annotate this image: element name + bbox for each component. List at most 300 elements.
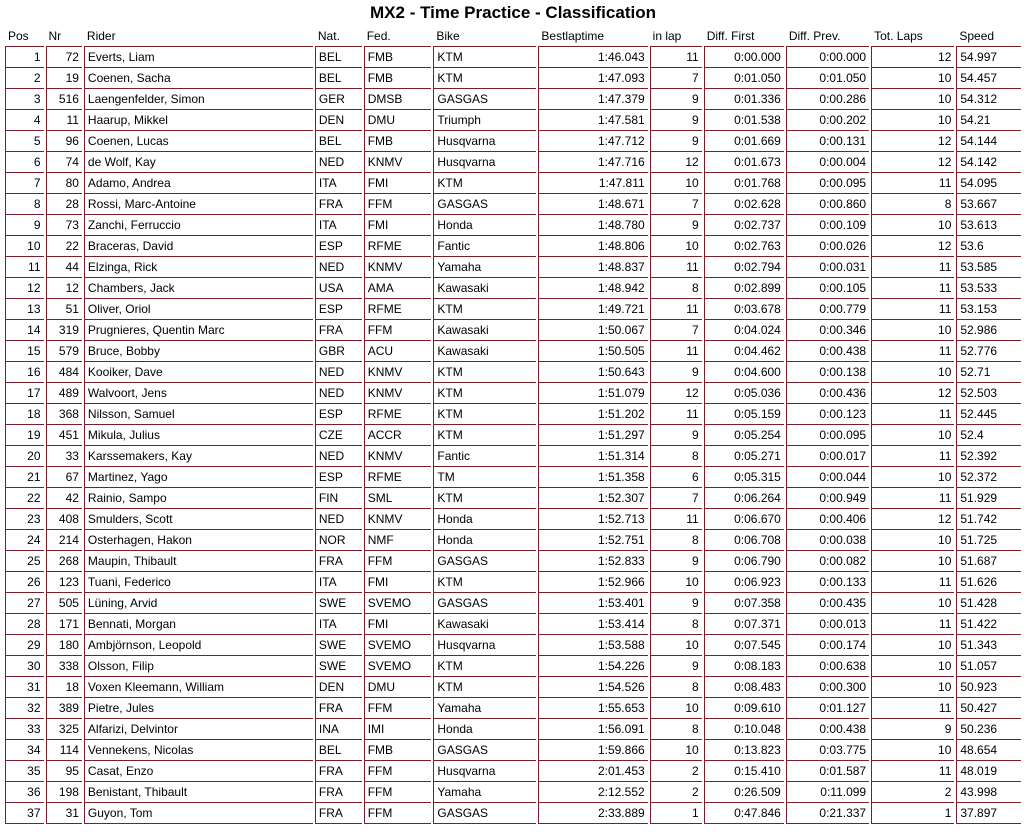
- cell-bike: Kawasaki: [433, 320, 536, 341]
- cell-bike: KTM: [433, 572, 536, 593]
- cell-fed: FMI: [364, 215, 432, 236]
- cell-tot-laps: 10: [871, 215, 954, 236]
- cell-in-lap: 10: [650, 236, 702, 257]
- cell-fed: SML: [364, 488, 432, 509]
- cell-pos: 3: [5, 89, 44, 110]
- cell-in-lap: 9: [650, 551, 702, 572]
- cell-nr: 338: [46, 656, 82, 677]
- cell-speed: 52.503: [956, 383, 1021, 404]
- cell-speed: 53.585: [956, 257, 1021, 278]
- cell-diff-first: 0:08.483: [704, 677, 784, 698]
- cell-nat: FRA: [315, 761, 362, 782]
- cell-diff-first: 0:04.024: [704, 320, 784, 341]
- cell-nat: SWE: [315, 656, 362, 677]
- cell-rider: Vennekens, Nicolas: [84, 740, 313, 761]
- table-row: [5, 446, 1021, 467]
- cell-pos: 10: [5, 236, 44, 257]
- cell-fed: KNMV: [364, 152, 432, 173]
- cell-tot-laps: 11: [871, 404, 954, 425]
- col-header-nat: Nat.: [315, 26, 362, 47]
- cell-diff-prev: 0:00.174: [786, 635, 869, 656]
- cell-bestlaptime: 1:50.643: [538, 362, 647, 383]
- cell-diff-first: 0:09.610: [704, 698, 784, 719]
- cell-bestlaptime: 1:56.091: [538, 719, 647, 740]
- cell-nat: INA: [315, 719, 362, 740]
- cell-in-lap: 7: [650, 488, 702, 509]
- cell-nat: ESP: [315, 404, 362, 425]
- cell-rider: Coenen, Sacha: [84, 68, 313, 89]
- cell-nr: 42: [46, 488, 82, 509]
- cell-rider: Walvoort, Jens: [84, 383, 313, 404]
- cell-pos: 15: [5, 341, 44, 362]
- cell-speed: 54.144: [956, 131, 1021, 152]
- cell-in-lap: 12: [650, 152, 702, 173]
- table-row: [5, 383, 1021, 404]
- cell-bike: KTM: [433, 68, 536, 89]
- cell-diff-first: 0:03.678: [704, 299, 784, 320]
- table-row: [5, 173, 1021, 194]
- col-header-diff-prev: Diff. Prev.: [786, 26, 869, 47]
- cell-bestlaptime: 1:47.379: [538, 89, 647, 110]
- cell-speed: 51.742: [956, 509, 1021, 530]
- cell-nat: NED: [315, 509, 362, 530]
- table-row: [5, 404, 1021, 425]
- cell-tot-laps: 11: [871, 299, 954, 320]
- cell-tot-laps: 10: [871, 425, 954, 446]
- cell-tot-laps: 11: [871, 173, 954, 194]
- cell-diff-prev: 0:21.337: [786, 803, 869, 824]
- cell-nr: 171: [46, 614, 82, 635]
- cell-bike: KTM: [433, 425, 536, 446]
- table-row: [5, 572, 1021, 593]
- cell-diff-first: 0:01.669: [704, 131, 784, 152]
- cell-nr: 325: [46, 719, 82, 740]
- col-header-tot-laps: Tot. Laps: [871, 26, 954, 47]
- cell-nat: BEL: [315, 740, 362, 761]
- cell-fed: RFME: [364, 236, 432, 257]
- cell-bestlaptime: 1:47.581: [538, 110, 647, 131]
- cell-nr: 516: [46, 89, 82, 110]
- cell-tot-laps: 10: [871, 740, 954, 761]
- cell-nr: 19: [46, 68, 82, 89]
- cell-rider: Voxen Kleemann, William: [84, 677, 313, 698]
- cell-bestlaptime: 1:52.966: [538, 572, 647, 593]
- cell-nat: NED: [315, 152, 362, 173]
- cell-speed: 37.897: [956, 803, 1021, 824]
- cell-diff-first: 0:06.790: [704, 551, 784, 572]
- cell-nat: ITA: [315, 173, 362, 194]
- cell-bike: Husqvarna: [433, 152, 536, 173]
- cell-nr: 80: [46, 173, 82, 194]
- cell-fed: KNMV: [364, 257, 432, 278]
- table-row: [5, 278, 1021, 299]
- cell-tot-laps: 10: [871, 467, 954, 488]
- cell-diff-prev: 0:00.406: [786, 509, 869, 530]
- table-row: [5, 698, 1021, 719]
- cell-rider: Alfarizi, Delvintor: [84, 719, 313, 740]
- cell-pos: 19: [5, 425, 44, 446]
- cell-fed: KNMV: [364, 509, 432, 530]
- cell-pos: 8: [5, 194, 44, 215]
- cell-diff-first: 0:04.600: [704, 362, 784, 383]
- cell-rider: Laengenfelder, Simon: [84, 89, 313, 110]
- cell-fed: FMI: [364, 572, 432, 593]
- cell-nat: BEL: [315, 47, 362, 68]
- cell-tot-laps: 11: [871, 761, 954, 782]
- cell-tot-laps: 12: [871, 509, 954, 530]
- cell-tot-laps: 11: [871, 278, 954, 299]
- cell-in-lap: 8: [650, 530, 702, 551]
- cell-pos: 20: [5, 446, 44, 467]
- cell-pos: 13: [5, 299, 44, 320]
- cell-diff-first: 0:02.628: [704, 194, 784, 215]
- cell-bestlaptime: 2:33.889: [538, 803, 647, 824]
- cell-rider: Osterhagen, Hakon: [84, 530, 313, 551]
- cell-tot-laps: 1: [871, 803, 954, 824]
- cell-bestlaptime: 1:49.721: [538, 299, 647, 320]
- table-row: [5, 677, 1021, 698]
- cell-speed: 53.6: [956, 236, 1021, 257]
- cell-pos: 23: [5, 509, 44, 530]
- cell-nr: 505: [46, 593, 82, 614]
- cell-fed: DMU: [364, 110, 432, 131]
- cell-bike: Husqvarna: [433, 761, 536, 782]
- cell-tot-laps: 11: [871, 446, 954, 467]
- cell-bestlaptime: 1:51.079: [538, 383, 647, 404]
- cell-nr: 74: [46, 152, 82, 173]
- cell-pos: 35: [5, 761, 44, 782]
- cell-tot-laps: 12: [871, 383, 954, 404]
- table-row: [5, 530, 1021, 551]
- cell-bike: Honda: [433, 215, 536, 236]
- table-row: [5, 320, 1021, 341]
- cell-diff-prev: 0:00.138: [786, 362, 869, 383]
- cell-diff-first: 0:05.159: [704, 404, 784, 425]
- cell-speed: 54.312: [956, 89, 1021, 110]
- cell-diff-prev: 0:00.286: [786, 89, 869, 110]
- cell-diff-prev: 0:00.109: [786, 215, 869, 236]
- table-row: [5, 236, 1021, 257]
- cell-diff-first: 0:13.823: [704, 740, 784, 761]
- cell-rider: Olsson, Filip: [84, 656, 313, 677]
- cell-rider: Rossi, Marc-Antoine: [84, 194, 313, 215]
- cell-rider: Martinez, Yago: [84, 467, 313, 488]
- cell-diff-prev: 0:00.123: [786, 404, 869, 425]
- cell-nr: 408: [46, 509, 82, 530]
- cell-rider: Maupin, Thibault: [84, 551, 313, 572]
- cell-diff-prev: 0:00.860: [786, 194, 869, 215]
- cell-fed: FMI: [364, 173, 432, 194]
- cell-fed: RFME: [364, 404, 432, 425]
- cell-bestlaptime: 1:47.716: [538, 152, 647, 173]
- cell-nat: BEL: [315, 68, 362, 89]
- cell-rider: Tuani, Federico: [84, 572, 313, 593]
- cell-speed: 52.4: [956, 425, 1021, 446]
- page-title: MX2 - Time Practice - Classification: [370, 3, 656, 22]
- cell-fed: KNMV: [364, 383, 432, 404]
- cell-rider: Nilsson, Samuel: [84, 404, 313, 425]
- cell-nr: 214: [46, 530, 82, 551]
- table-row: [5, 635, 1021, 656]
- cell-diff-first: 0:06.708: [704, 530, 784, 551]
- cell-tot-laps: 12: [871, 47, 954, 68]
- cell-fed: FFM: [364, 698, 432, 719]
- cell-diff-prev: 0:00.131: [786, 131, 869, 152]
- cell-bestlaptime: 1:47.811: [538, 173, 647, 194]
- cell-fed: FMB: [364, 740, 432, 761]
- cell-rider: Bennati, Morgan: [84, 614, 313, 635]
- cell-pos: 29: [5, 635, 44, 656]
- cell-pos: 26: [5, 572, 44, 593]
- cell-bike: GASGAS: [433, 89, 536, 110]
- cell-speed: 51.929: [956, 488, 1021, 509]
- col-header-rider: Rider: [84, 26, 313, 47]
- cell-nr: 489: [46, 383, 82, 404]
- table-row: [5, 299, 1021, 320]
- cell-pos: 31: [5, 677, 44, 698]
- cell-tot-laps: 11: [871, 698, 954, 719]
- cell-diff-prev: 0:00.435: [786, 593, 869, 614]
- cell-nat: GER: [315, 89, 362, 110]
- cell-diff-first: 0:04.462: [704, 341, 784, 362]
- cell-rider: Coenen, Lucas: [84, 131, 313, 152]
- cell-speed: 48.654: [956, 740, 1021, 761]
- cell-nat: NED: [315, 257, 362, 278]
- cell-diff-first: 0:06.264: [704, 488, 784, 509]
- cell-rider: Kooiker, Dave: [84, 362, 313, 383]
- cell-fed: SVEMO: [364, 593, 432, 614]
- cell-bike: KTM: [433, 47, 536, 68]
- cell-nat: FRA: [315, 320, 362, 341]
- cell-in-lap: 9: [650, 362, 702, 383]
- cell-speed: 52.71: [956, 362, 1021, 383]
- cell-nr: 114: [46, 740, 82, 761]
- cell-in-lap: 6: [650, 467, 702, 488]
- cell-nr: 319: [46, 320, 82, 341]
- cell-nat: FRA: [315, 551, 362, 572]
- cell-diff-first: 0:26.509: [704, 782, 784, 803]
- cell-diff-prev: 0:00.436: [786, 383, 869, 404]
- cell-nr: 22: [46, 236, 82, 257]
- cell-fed: FFM: [364, 194, 432, 215]
- cell-pos: 11: [5, 257, 44, 278]
- cell-fed: KNMV: [364, 446, 432, 467]
- cell-bestlaptime: 1:50.067: [538, 320, 647, 341]
- cell-fed: RFME: [364, 299, 432, 320]
- cell-diff-prev: 0:00.949: [786, 488, 869, 509]
- table-row: [5, 761, 1021, 782]
- cell-nat: BEL: [315, 131, 362, 152]
- cell-pos: 12: [5, 278, 44, 299]
- cell-bestlaptime: 2:12.552: [538, 782, 647, 803]
- col-header-fed: Fed.: [364, 26, 432, 47]
- cell-bestlaptime: 1:48.671: [538, 194, 647, 215]
- cell-diff-first: 0:01.050: [704, 68, 784, 89]
- cell-pos: 22: [5, 488, 44, 509]
- cell-speed: 51.057: [956, 656, 1021, 677]
- cell-rider: Rainio, Sampo: [84, 488, 313, 509]
- cell-fed: KNMV: [364, 362, 432, 383]
- cell-speed: 52.392: [956, 446, 1021, 467]
- cell-bike: Husqvarna: [433, 635, 536, 656]
- table-row: [5, 488, 1021, 509]
- cell-bestlaptime: 1:51.358: [538, 467, 647, 488]
- cell-bestlaptime: 1:47.093: [538, 68, 647, 89]
- cell-speed: 50.236: [956, 719, 1021, 740]
- cell-diff-first: 0:07.545: [704, 635, 784, 656]
- cell-tot-laps: 12: [871, 152, 954, 173]
- cell-diff-first: 0:01.673: [704, 152, 784, 173]
- cell-pos: 7: [5, 173, 44, 194]
- cell-pos: 37: [5, 803, 44, 824]
- table-row: [5, 782, 1021, 803]
- cell-bestlaptime: 1:48.806: [538, 236, 647, 257]
- cell-nr: 96: [46, 131, 82, 152]
- cell-speed: 54.142: [956, 152, 1021, 173]
- cell-in-lap: 7: [650, 68, 702, 89]
- cell-speed: 52.776: [956, 341, 1021, 362]
- table-row: [5, 47, 1021, 68]
- cell-bestlaptime: 1:48.837: [538, 257, 647, 278]
- cell-nr: 95: [46, 761, 82, 782]
- cell-nr: 44: [46, 257, 82, 278]
- cell-nat: ITA: [315, 572, 362, 593]
- cell-bike: KTM: [433, 383, 536, 404]
- cell-nr: 73: [46, 215, 82, 236]
- cell-diff-prev: 0:00.438: [786, 341, 869, 362]
- cell-bike: Husqvarna: [433, 131, 536, 152]
- cell-bike: KTM: [433, 677, 536, 698]
- cell-pos: 4: [5, 110, 44, 131]
- cell-in-lap: 9: [650, 215, 702, 236]
- cell-diff-first: 0:15.410: [704, 761, 784, 782]
- table-row: [5, 803, 1021, 824]
- cell-in-lap: 11: [650, 257, 702, 278]
- cell-nat: ITA: [315, 614, 362, 635]
- cell-nat: DEN: [315, 677, 362, 698]
- cell-bike: GASGAS: [433, 740, 536, 761]
- cell-diff-prev: 0:00.300: [786, 677, 869, 698]
- cell-nat: USA: [315, 278, 362, 299]
- table-row: [5, 341, 1021, 362]
- cell-nr: 451: [46, 425, 82, 446]
- cell-nr: 33: [46, 446, 82, 467]
- cell-bestlaptime: 1:50.505: [538, 341, 647, 362]
- table-row: [5, 740, 1021, 761]
- cell-bestlaptime: 1:51.202: [538, 404, 647, 425]
- cell-bestlaptime: 1:52.713: [538, 509, 647, 530]
- cell-tot-laps: 8: [871, 194, 954, 215]
- cell-diff-first: 0:02.794: [704, 257, 784, 278]
- cell-speed: 51.687: [956, 551, 1021, 572]
- cell-rider: Braceras, David: [84, 236, 313, 257]
- cell-in-lap: 9: [650, 131, 702, 152]
- cell-fed: IMI: [364, 719, 432, 740]
- cell-pos: 24: [5, 530, 44, 551]
- cell-bestlaptime: 1:51.314: [538, 446, 647, 467]
- cell-bike: KTM: [433, 404, 536, 425]
- table-row: [5, 215, 1021, 236]
- cell-nr: 18: [46, 677, 82, 698]
- cell-nat: SWE: [315, 635, 362, 656]
- cell-in-lap: 11: [650, 509, 702, 530]
- cell-nr: 123: [46, 572, 82, 593]
- col-header-in-lap: in lap: [650, 26, 702, 47]
- cell-in-lap: 10: [650, 698, 702, 719]
- cell-bike: GASGAS: [433, 551, 536, 572]
- cell-in-lap: 8: [650, 719, 702, 740]
- cell-in-lap: 7: [650, 194, 702, 215]
- cell-tot-laps: 10: [871, 677, 954, 698]
- cell-diff-prev: 0:00.031: [786, 257, 869, 278]
- cell-tot-laps: 11: [871, 614, 954, 635]
- cell-bestlaptime: 1:52.833: [538, 551, 647, 572]
- cell-tot-laps: 10: [871, 68, 954, 89]
- table-row: [5, 152, 1021, 173]
- cell-nr: 180: [46, 635, 82, 656]
- cell-bestlaptime: 1:48.780: [538, 215, 647, 236]
- table-row: [5, 425, 1021, 446]
- cell-speed: 51.626: [956, 572, 1021, 593]
- cell-fed: FFM: [364, 761, 432, 782]
- cell-in-lap: 8: [650, 614, 702, 635]
- table-row: [5, 110, 1021, 131]
- cell-diff-first: 0:05.315: [704, 467, 784, 488]
- cell-diff-prev: 0:00.082: [786, 551, 869, 572]
- cell-rider: Karssemakers, Kay: [84, 446, 313, 467]
- classification-table: [3, 26, 1023, 824]
- cell-bestlaptime: 1:54.226: [538, 656, 647, 677]
- cell-bike: Honda: [433, 509, 536, 530]
- cell-in-lap: 9: [650, 593, 702, 614]
- cell-pos: 34: [5, 740, 44, 761]
- col-header-bestlaptime: Bestlaptime: [538, 26, 647, 47]
- cell-nr: 51: [46, 299, 82, 320]
- cell-diff-prev: 0:00.133: [786, 572, 869, 593]
- cell-nat: NED: [315, 446, 362, 467]
- col-header-bike: Bike: [433, 26, 536, 47]
- cell-nr: 198: [46, 782, 82, 803]
- cell-tot-laps: 12: [871, 236, 954, 257]
- cell-in-lap: 10: [650, 173, 702, 194]
- cell-rider: Benistant, Thibault: [84, 782, 313, 803]
- cell-nat: ESP: [315, 299, 362, 320]
- cell-in-lap: 2: [650, 782, 702, 803]
- cell-rider: de Wolf, Kay: [84, 152, 313, 173]
- cell-nr: 579: [46, 341, 82, 362]
- cell-rider: Lüning, Arvid: [84, 593, 313, 614]
- cell-pos: 21: [5, 467, 44, 488]
- cell-nr: 11: [46, 110, 82, 131]
- cell-diff-prev: 0:00.105: [786, 278, 869, 299]
- cell-rider: Everts, Liam: [84, 47, 313, 68]
- col-header-pos: Pos: [5, 26, 44, 47]
- cell-nat: CZE: [315, 425, 362, 446]
- cell-diff-prev: 0:00.202: [786, 110, 869, 131]
- cell-in-lap: 7: [650, 320, 702, 341]
- cell-pos: 36: [5, 782, 44, 803]
- cell-fed: FFM: [364, 782, 432, 803]
- table-row: [5, 89, 1021, 110]
- cell-fed: ACCR: [364, 425, 432, 446]
- cell-rider: Smulders, Scott: [84, 509, 313, 530]
- cell-bike: Kawasaki: [433, 341, 536, 362]
- cell-diff-prev: 0:01.050: [786, 68, 869, 89]
- cell-in-lap: 11: [650, 404, 702, 425]
- col-header-speed: Speed: [956, 26, 1021, 47]
- cell-tot-laps: 10: [871, 110, 954, 131]
- cell-diff-first: 0:00.000: [704, 47, 784, 68]
